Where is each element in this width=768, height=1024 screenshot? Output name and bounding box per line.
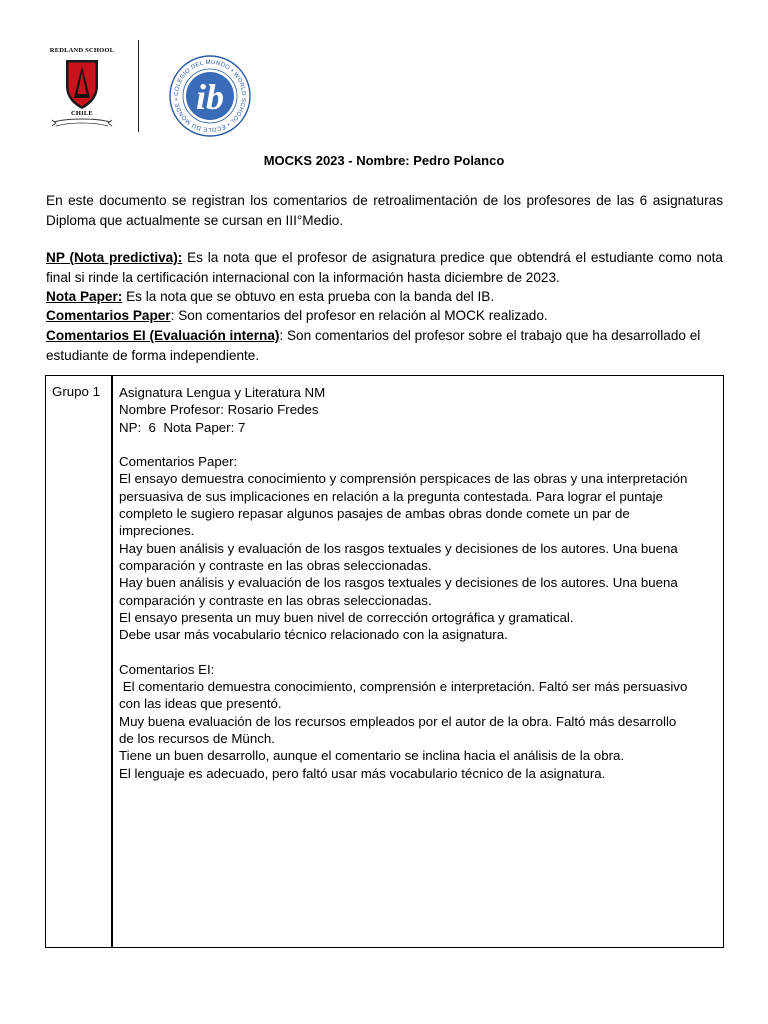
ei-comment-line: El comentario demuestra conocimiento, comprensión e interpretación. Faltó ser más persuasivo <box>119 679 688 695</box>
paper-comment-line: completo le sugiero repasar algunos pasajes de ambas obras donde comete un par de <box>119 506 630 522</box>
paper-comments-heading: Comentarios Paper: <box>119 454 238 470</box>
definition-paper-text: Es la nota que se obtuvo en esta prueba con la banda del IB. <box>122 289 495 304</box>
paper-comment-line: persuasiva de sus implicaciones en relación a la pregunta contestada. Para lograr el puntaje <box>119 488 664 504</box>
definition-comentarios-paper-text: : Son comentarios del profesor en relación al MOCK realizado. <box>170 308 548 323</box>
paper-comment-line: comparación y contraste en las obras seleccionadas. <box>119 592 432 608</box>
ib-logo-icon <box>168 54 252 138</box>
paper-comments <box>119 470 713 643</box>
definition-np-text: Es la nota que el profesor de asignatura predice que obtendrá el estudiante como nota final si rinde la certificación internacional con la información hasta diciembre de 2023. <box>46 250 723 285</box>
definition-np <box>46 248 723 287</box>
school-country: CHILE <box>71 110 93 117</box>
ei-comment-line: Muy buena evaluación de los recursos empleados por el autor de la obra. Faltó más desarrollo <box>119 713 677 729</box>
logo-divider <box>138 40 139 132</box>
definition-comentarios-ei <box>46 326 723 365</box>
paper-comment-line: impreciones. <box>119 523 195 539</box>
grades-line: NP: 6 Nota Paper: 7 <box>119 419 246 435</box>
school-crest-icon <box>48 44 116 132</box>
spacer <box>119 643 713 660</box>
definition-comentarios-paper-term: Comentarios Paper <box>46 308 171 323</box>
ei-comment-line: Tiene un buen desarrollo, aunque el comentario se inclina hacia el análisis de la obra. <box>119 748 625 764</box>
definition-paper <box>46 287 723 307</box>
teacher-line: Nombre Profesor: Rosario Fredes <box>119 402 319 418</box>
school-logo <box>48 44 116 132</box>
group-cell <box>46 376 113 947</box>
ib-monogram: ib <box>195 77 225 117</box>
ei-comments <box>119 678 713 782</box>
spacer <box>119 436 713 453</box>
ib-ring-text: COLEGIO DEL MUNDO • WORLD SCHOOL • ÉCOLE DU MONDE • <box>173 59 247 133</box>
paper-comment-line: Hay buen análisis y evaluación de los rasgos textuales y decisiones de los autores. Una buena <box>119 540 678 556</box>
subject-line: Asignatura Lengua y Literatura NM <box>119 385 326 400</box>
page-title: MOCKS 2023 - Nombre: Pedro Polanco <box>263 153 505 168</box>
paper-comment-line: Hay buen análisis y evaluación de los rasgos textuales y decisiones de los autores. Una buena <box>119 575 678 591</box>
definition-comentarios-ei-text: : Son comentarios del profesor sobre el trabajo que ha desarrollado el estudiante de forma independiente. <box>46 328 701 363</box>
feedback-cell <box>119 384 713 782</box>
school-name: REDLAND SCHOOL <box>49 47 115 54</box>
group-label: Grupo 1 <box>52 384 101 399</box>
paper-comment-line: El ensayo demuestra conocimiento y comprensión perspicaces de las obras y una interpretación <box>119 471 688 487</box>
ei-comments-heading: Comentarios EI: <box>119 661 215 677</box>
definition-paper-term: Nota Paper: <box>46 289 123 304</box>
definition-np-term: NP (Nota predictiva): <box>46 250 183 265</box>
ei-comment-line: con las ideas que presentó. <box>119 696 282 712</box>
ei-comment-line: El lenguaje es adecuado, pero faltó usar más vocabulario técnico de la asignatura. <box>119 765 606 781</box>
ei-comment-line: de los recursos de Münch. <box>119 730 275 746</box>
feedback-table <box>45 375 724 948</box>
definition-comentarios-ei-term: Comentarios EI (Evaluación interna) <box>46 328 280 343</box>
paper-comment-line: El ensayo presenta un muy buen nivel de corrección ortográfica y gramatical. <box>119 609 574 625</box>
definition-comentarios-paper <box>46 306 723 326</box>
paper-comment-line: Debe usar más vocabulario técnico relacionado con la asignatura. <box>119 627 508 643</box>
intro-paragraph: En este documento se registran los comentarios de retroalimentación de los profesores de las 6 asignaturas Diploma que actualmente se cursan en III°Medio. <box>46 193 723 228</box>
paper-comment-line: comparación y contraste en las obras seleccionadas. <box>119 557 432 573</box>
